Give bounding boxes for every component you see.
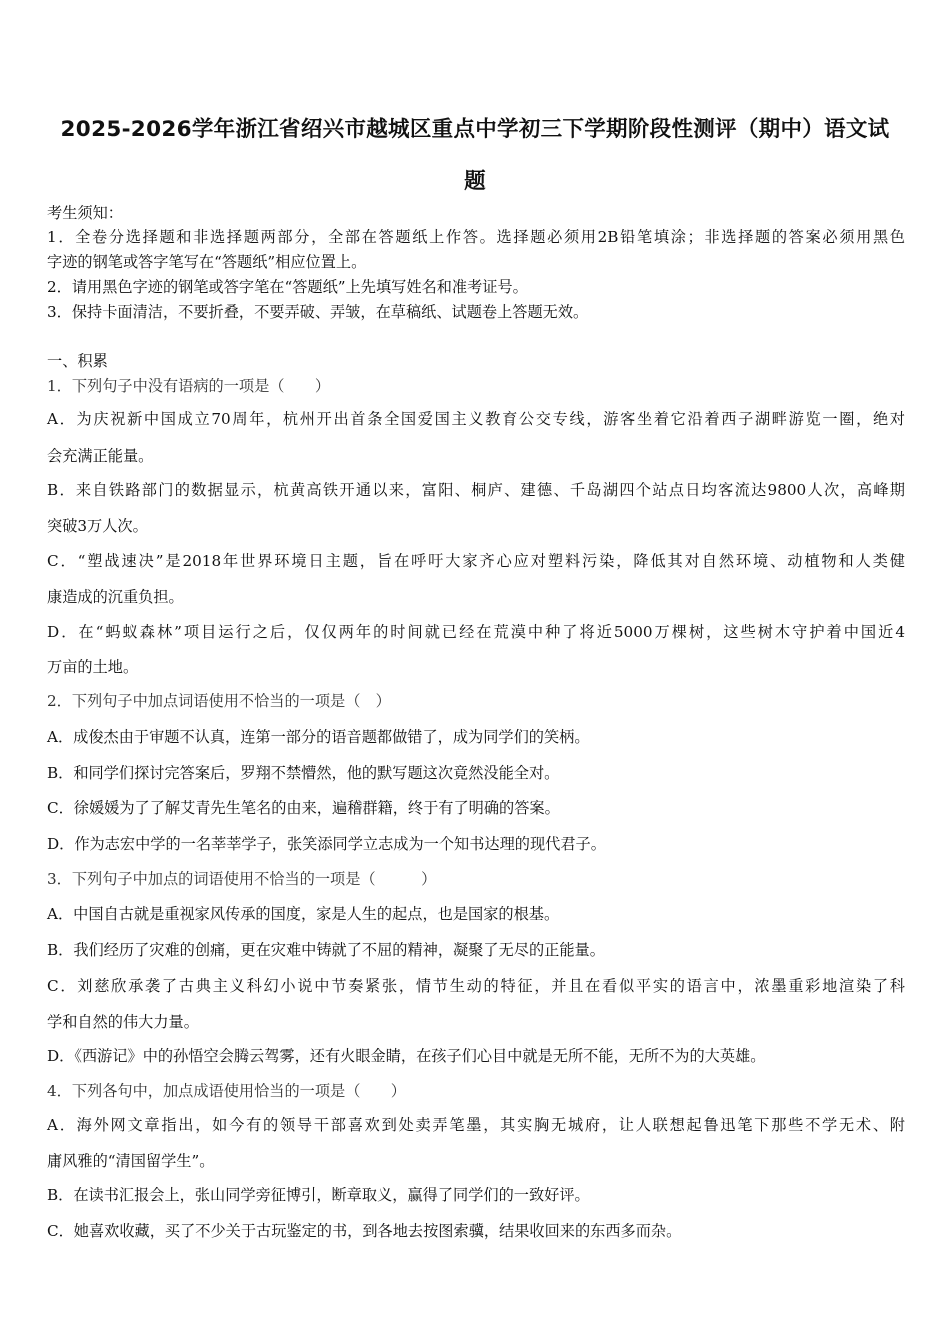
question-4-stem: 4．下列各句中，加点成语使用恰当的一项是（ ） — [47, 1082, 406, 1100]
question-3-option-d: D．《西游记》中的孙悟空会腾云驾雾，还有火眼金睛，在孩子们心目中就是无所不能，无所不为的大英雄。 — [47, 1047, 766, 1065]
question-3-stem: 3．下列句子中加点的词语使用不恰当的一项是（ ） — [47, 870, 437, 888]
section-heading: 一、积累 — [47, 352, 108, 370]
question-1-option-c: C．“塑战速决”是2018年世界环境日主题，旨在呼吁大家齐心应对塑料污染，降低其对自然环境、动植物和人类健 — [47, 552, 905, 570]
question-2-stem: 2．下列句子中加点词语使用不恰当的一项是（ ） — [47, 692, 391, 710]
question-1-option-d: D．在“蚂蚁森林”项目运行之后，仅仅两年的时间就已经在荒漠中种了将近5000万棵树，这些树木守护着中国近4 — [47, 623, 905, 641]
question-4-option-a-cont: 庸风雅的“清国留学生”。 — [47, 1152, 215, 1170]
question-3-option-c-cont: 学和自然的伟大力量。 — [47, 1013, 199, 1031]
question-3-option-b: B．我们经历了灾难的创痛，更在灾难中铸就了不屈的精神，凝聚了无尽的正能量。 — [47, 941, 605, 959]
question-1-option-b-cont: 突破3万人次。 — [47, 517, 148, 535]
question-1-option-d-cont: 万亩的土地。 — [47, 658, 139, 676]
notice-line-3: 2．请用黑色字迹的钢笔或答字笔在“答题纸”上先填写姓名和准考证号。 — [47, 278, 528, 296]
exam-title-line2: 题 — [464, 169, 486, 194]
question-1-option-b: B．来自铁路部门的数据显示，杭黄高铁开通以来，富阳、桐庐、建德、千岛湖四个站点日均客流达9800人次，高峰期 — [47, 481, 905, 499]
question-3-option-c: C．刘慈欣承袭了古典主义科幻小说中节奏紧张，情节生动的特征，并且在看似平实的语言中，浓墨重彩地渲染了科 — [47, 977, 905, 995]
question-2-option-c: C．徐媛媛为了了解艾青先生笔名的由来，遍稽群籍，终于有了明确的答案。 — [47, 799, 560, 817]
question-1-option-a-cont: 会充满正能量。 — [47, 447, 154, 465]
question-4-option-b: B．在读书汇报会上，张山同学旁征博引，断章取义，赢得了同学们的一致好评。 — [47, 1186, 590, 1204]
question-1-option-c-cont: 康造成的沉重负担。 — [47, 588, 184, 606]
question-1-option-a: A．为庆祝新中国成立70周年，杭州开出首条全国爱国主义教育公交专线，游客坐着它沿着西子湖畔游览一圈，绝对 — [47, 410, 905, 428]
question-1-stem: 1．下列句子中没有语病的一项是（ ） — [47, 377, 331, 395]
question-4-option-a: A．海外网文章指出，如今有的领导干部喜欢到处卖弄笔墨，其实胸无城府，让人联想起鲁迅笔下那些不学无术、附 — [47, 1116, 905, 1134]
notice-line-4: 3．保持卡面清洁，不要折叠，不要弄破、弄皱，在草稿纸、试题卷上答题无效。 — [47, 303, 589, 321]
question-2-option-b: B．和同学们探讨完答案后，罗翔不禁懵然，他的默写题这次竟然没能全对。 — [47, 764, 560, 782]
notice-line-2: 字迹的钢笔或答字笔写在“答题纸”相应位置上。 — [47, 253, 367, 271]
question-2-option-d: D．作为志宏中学的一名莘莘学子，张笑添同学立志成为一个知书达理的现代君子。 — [47, 835, 606, 853]
notice-heading: 考生须知： — [47, 204, 123, 222]
question-2-option-a: A．成俊杰由于审题不认真，连第一部分的语音题都做错了，成为同学们的笑柄。 — [47, 728, 590, 746]
question-4-option-c: C．她喜欢收藏，买了不少关于古玩鉴定的书，到各地去按图索骥，结果收回来的东西多而杂。 — [47, 1222, 682, 1240]
notice-line-1: 1．全卷分选择题和非选择题两部分，全部在答题纸上作答。选择题必须用2B铅笔填涂；非选择题的答案必须用黑色 — [47, 228, 905, 246]
question-3-option-a: A．中国自古就是重视家风传承的国度，家是人生的起点，也是国家的根基。 — [47, 905, 560, 923]
exam-title-line1: 2025-2026学年浙江省绍兴市越城区重点中学初三下学期阶段性测评（期中）语文试 — [60, 117, 890, 142]
